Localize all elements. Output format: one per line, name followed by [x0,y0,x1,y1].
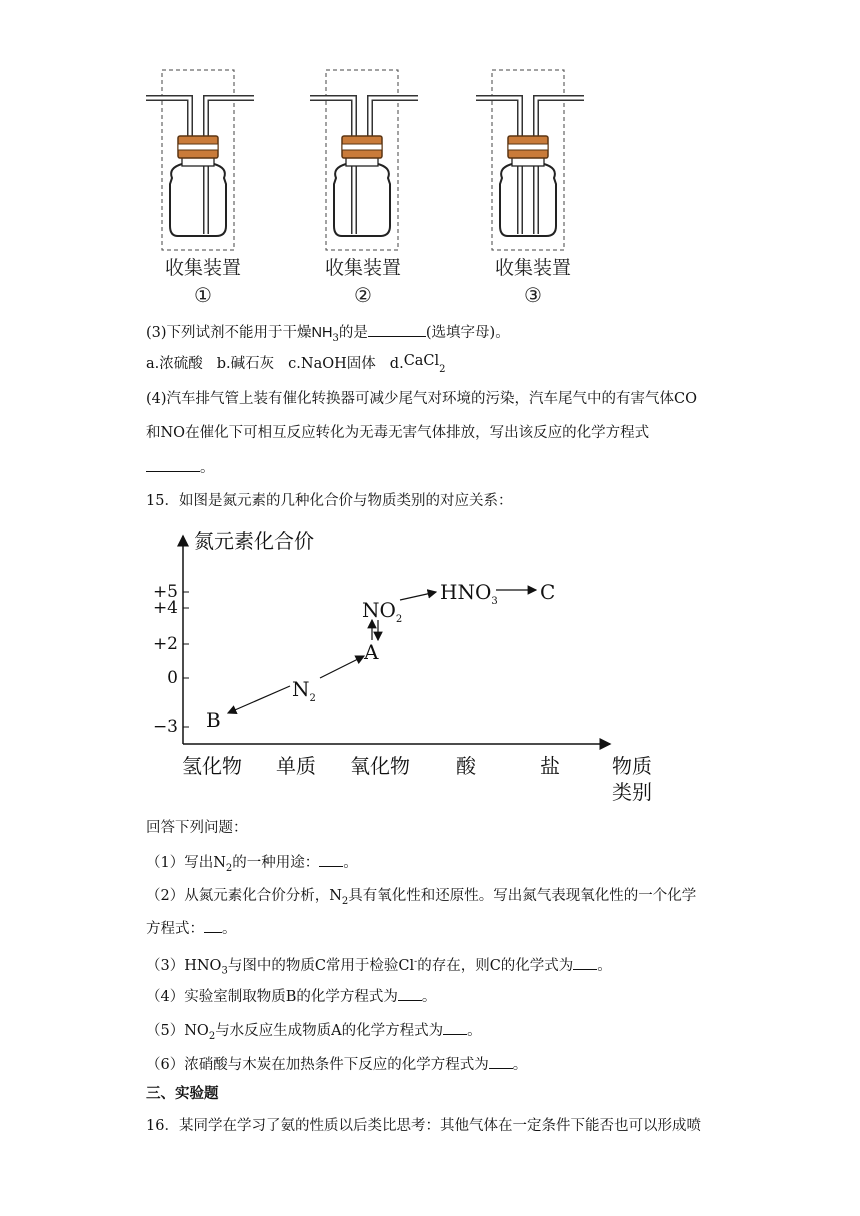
x-category-salt: 盐 [540,754,560,778]
point-hno3: $HNO_3$ [440,580,498,607]
y-tick-0: 0 [167,668,178,688]
q14-part4-line3: 。 [146,457,215,478]
answer-blank[interactable] [146,457,200,472]
answer-blank[interactable] [368,322,426,337]
point-n2: $N_2$ [292,677,316,704]
answer-blank[interactable] [573,955,597,970]
y-tick-minus3: −3 [152,717,178,737]
q15-answer-intro: 回答下列问题： [146,820,248,836]
collection-apparatus-1 [140,66,260,256]
q15-item-2: （2）从氮元素化合价分析，$N_2$具有氧化性和还原性。写出氮气表现氧化性的一个化学 [146,888,697,907]
collection-apparatus-3 [470,66,590,256]
answer-blank[interactable] [443,1020,467,1035]
x-category-hydride: 氢化物 [182,754,242,778]
q15-item-6: （6）浓硝酸与木炭在加热条件下反应的化学方程式为 。 [146,1054,527,1075]
answer-blank[interactable] [204,918,222,933]
q14-part3: (3)下列试剂不能用于干燥$NH_3$的是 (选填字母)。 [146,322,510,349]
x-category-oxide: 氧化物 [350,754,410,778]
collection-apparatus-figure [0,0,860,310]
point-b: B [206,708,221,732]
arrow-no2-to-hno3 [400,592,436,600]
q14-part4-line2: 和NO在催化下可相互反应转化为无毒无害气体排放，写出该反应的化学方程式 [146,425,650,441]
x-axis-label-line1: 物质 [612,754,652,778]
q16-stem: 16．某同学在学习了氨的性质以后类比思考：其他气体在一定条件下能否也可以形成喷 [146,1118,701,1134]
y-tick-plus4: +4 [152,598,178,618]
apparatus-caption-1: 收集装置 [164,257,241,279]
q15-item-3: $(3)HNO_3$与图中的物质C常用于检验Cl-的存在，则C的化学式为 。 [146,952,612,982]
apparatus-number-2: ② [354,283,372,307]
apparatus-number-1: ① [194,283,212,307]
answer-blank[interactable] [489,1054,513,1069]
x-category-element: 单质 [276,754,316,778]
y-tick-plus2: +2 [152,634,178,654]
q15-item-2-cont: 方程式： 。 [146,918,237,939]
apparatus-caption-2: 收集装置 [324,257,401,279]
q15-item-4: （4）实验室制取物质B的化学方程式为 。 [146,986,436,1007]
collection-apparatus-2 [304,66,424,256]
q15-item-5: $(5)NO_2$与水反应生成物质A的化学方程式为 。 [146,1020,482,1047]
arrow-n2-to-b [228,686,290,713]
q15-item-1: （1）写出$N_2$的一种用途： 。 [146,852,358,879]
apparatus-number-3: ③ [524,283,542,307]
answer-blank[interactable] [398,986,422,1001]
x-axis-label-line2: 类别 [612,780,652,804]
point-a: A [364,640,379,664]
section-heading: 三、实验题 [146,1086,219,1102]
q15-stem: 15．如图是氮元素的几种化合价与物质类别的对应关系： [146,493,513,509]
answer-blank[interactable] [319,852,343,867]
y-axis-label: 氮元素化合价 [194,529,314,553]
q14-part4-line1: (4)汽车排气管上装有催化转换器可减少尾气对环境的污染，汽车尾气中的有害气体CO [146,391,698,407]
arrow-n2-to-a [320,656,364,678]
y-tick-plus5: +5 [152,582,178,602]
q14-options: a.浓硫酸 b.碱石灰 c.NaOH固体 d.CaCl$_2$ [146,353,446,375]
x-category-acid: 酸 [456,754,476,778]
apparatus-caption-3: 收集装置 [494,257,571,279]
point-no2: $NO_2$ [362,598,403,625]
point-c: C [540,580,556,604]
